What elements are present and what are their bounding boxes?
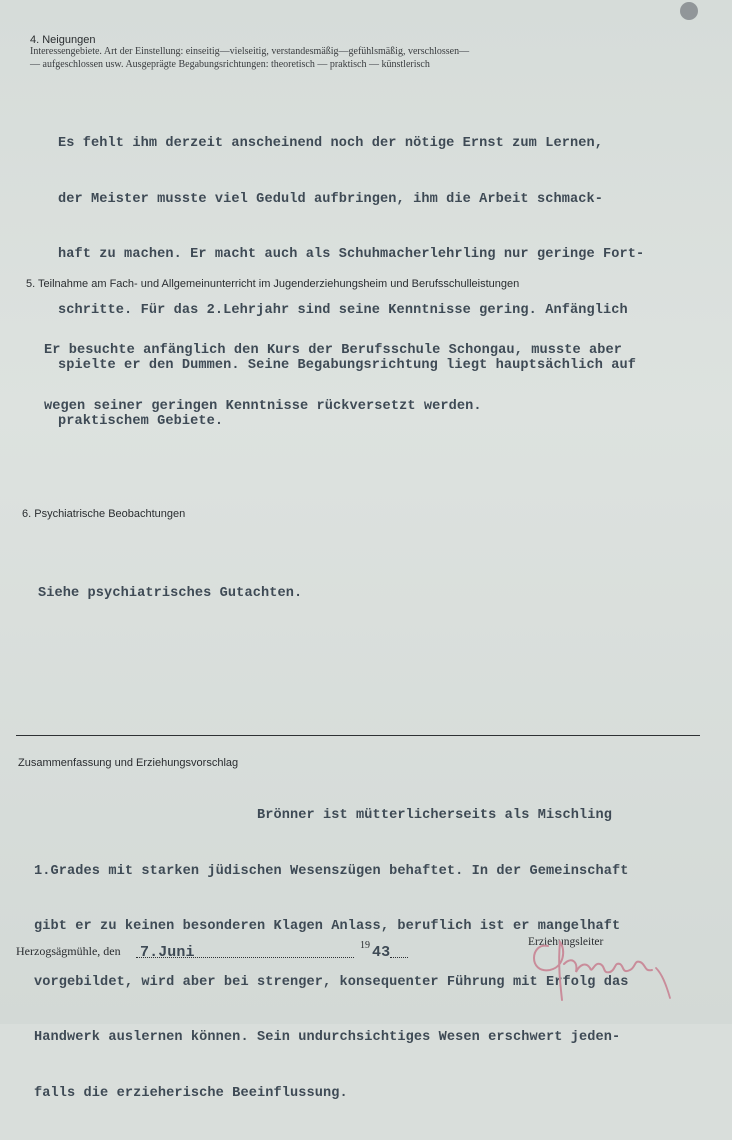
section-divider [16, 735, 700, 736]
typed-line: Es fehlt ihm derzeit anscheinend noch der nötige Ernst zum Lernen, [58, 136, 603, 151]
section-6-heading: 6. Psychiatrische Beobachtungen [22, 508, 186, 520]
section-4-subheading-line-2: — aufgeschlossen usw. Ausgeprägte Begabungsrichtungen: theoretisch — praktisch — künstlerisch [30, 59, 430, 70]
typed-line: Handwerk auslernen können. Sein undurchsichtiges Wesen erschwert jeden- [34, 1030, 621, 1045]
section-5-text [44, 305, 622, 453]
typed-line: gibt er zu keinen besonderen Klagen Anlass, beruflich ist er mangelhaft [34, 919, 621, 934]
typed-line: Brönner ist mütterlicherseits als Mischling [34, 808, 613, 823]
year-prefix: 19 [360, 940, 370, 951]
typed-line: der Meister musste viel Geduld aufbringen, ihm die Arbeit schmack- [58, 191, 603, 207]
section-5-heading: 5. Teilnahme am Fach- und Allgemeinunterricht im Jugenderziehungsheim und Berufsschulleistungen [26, 278, 520, 290]
signature-image [520, 912, 690, 1012]
section-6-text [38, 548, 302, 641]
place-label: Herzogsägmühle, den [16, 944, 121, 958]
typed-line: wegen seiner geringen Kenntnisse rückversetzt werden. [44, 398, 482, 414]
typed-line: spielte er den Dummen. Seine Begabungsrichtung liegt hauptsächlich auf [58, 358, 637, 373]
typed-line: haft zu machen. Er macht auch als Schuhmacherlehrling nur geringe Fort- [58, 247, 645, 262]
typed-line: Er besuchte anfänglich den Kurs der Berufsschule Schongau, musste aber [44, 343, 623, 358]
year-suffix: 43 [372, 944, 391, 961]
typed-line: Siehe psychiatrisches Gutachten. [38, 586, 303, 601]
typed-line: schritte. Für das 2.Lehrjahr sind seine Kenntnisse gering. Anfänglich [58, 302, 628, 318]
typed-line: 1.Grades mit starken jüdischen Wesenszügen behaftet. In der Gemeinschaft [34, 863, 629, 879]
summary-heading: Zusammenfassung und Erziehungsvorschlag [18, 757, 239, 769]
signatory-role: Erziehungsleiter [528, 936, 604, 948]
punch-hole [680, 2, 698, 20]
year-dotted-line [390, 957, 408, 958]
typed-line: falls die erzieherische Beeinflussung. [34, 1085, 348, 1101]
typed-line: vorgebildet, wird aber bei strenger, konsequenter Führung mit Erfolg das [34, 974, 629, 990]
section-4-heading: 4. Neigungen [30, 34, 96, 46]
date-value: 7.Juni [140, 944, 195, 961]
section-4-subheading-line-1: Interessengebiete. Art der Einstellung: einseitig—vielseitig, verstandesmäßig—gefühlsmäßig, verschlossen— [30, 46, 470, 57]
typed-line: praktischem Gebiete. [58, 413, 224, 429]
